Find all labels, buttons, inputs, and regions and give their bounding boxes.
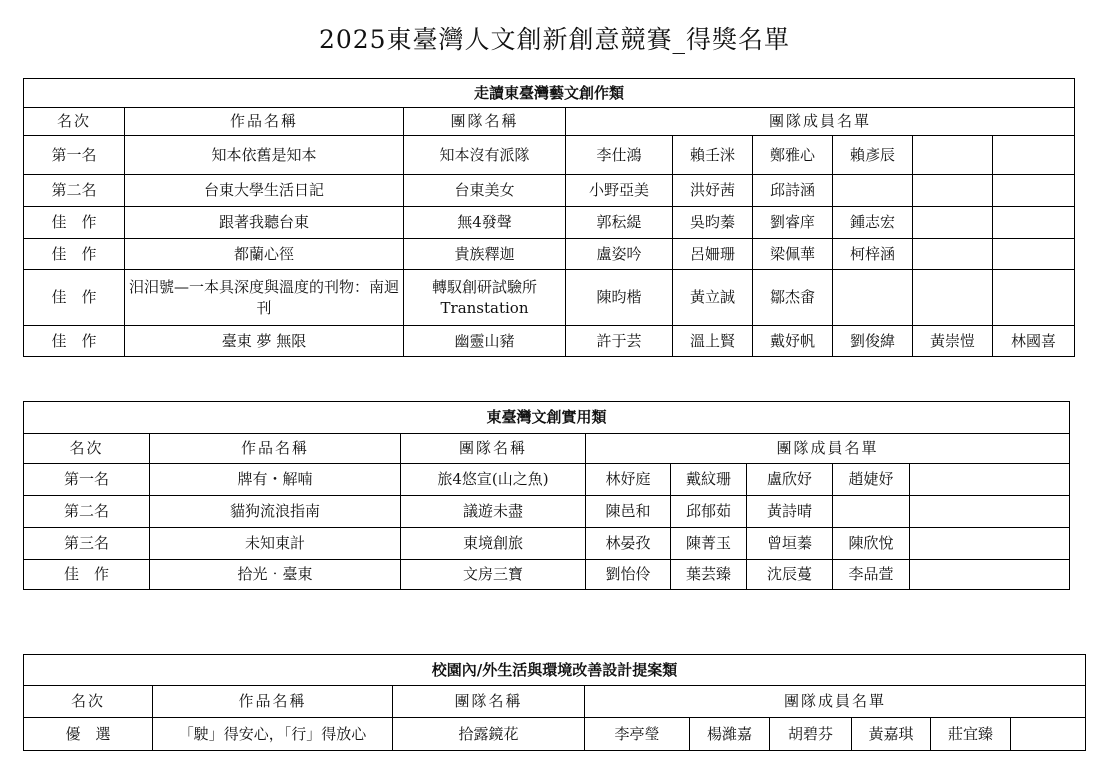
work-cell: 貓狗流浪指南 (150, 496, 401, 528)
rank-cell: 第三名 (24, 528, 150, 560)
member-cell: 葉芸臻 (671, 560, 747, 590)
member-cell (910, 560, 1070, 590)
header-members: 團隊成員名單 (585, 686, 1086, 718)
table-row (24, 175, 1075, 207)
member-cell (913, 239, 993, 270)
member-cell: 鄒杰畬 (753, 270, 833, 326)
header-members: 團隊成員名單 (586, 434, 1070, 464)
member-cell (910, 496, 1070, 528)
team-cell: 旅4悠宣(山之魚) (401, 464, 586, 496)
member-cell: 梁佩華 (753, 239, 833, 270)
member-cell: 曾垣蓁 (747, 528, 833, 560)
award-table-campus (23, 654, 1086, 751)
member-cell (910, 528, 1070, 560)
team-cell: 知本沒有派隊 (404, 136, 566, 175)
table-row (24, 326, 1075, 357)
section-caption: 校園內/外生活與環境改善設計提案類 (24, 655, 1086, 686)
section-caption: 走讀東臺灣藝文創作類 (24, 79, 1075, 108)
member-cell: 黃嘉琪 (852, 718, 931, 751)
member-cell: 盧欣妤 (747, 464, 833, 496)
member-cell: 邱郁茹 (671, 496, 747, 528)
member-cell: 李亭瑩 (585, 718, 690, 751)
rank-cell: 優 選 (24, 718, 153, 751)
header-row (24, 108, 1075, 136)
member-cell: 賴彥辰 (833, 136, 913, 175)
header-work: 作品名稱 (153, 686, 393, 718)
member-cell: 林妤庭 (586, 464, 671, 496)
member-cell: 陳昀楷 (566, 270, 673, 326)
member-cell (1011, 718, 1086, 751)
header-team: 團隊名稱 (404, 108, 566, 136)
work-cell: 都蘭心徑 (125, 239, 404, 270)
table-row (24, 270, 1075, 326)
member-cell (993, 270, 1075, 326)
member-cell: 沈辰蔓 (747, 560, 833, 590)
rank-cell: 佳 作 (24, 239, 125, 270)
table-caption-row (24, 79, 1075, 108)
member-cell: 胡碧芬 (770, 718, 852, 751)
member-cell (833, 496, 910, 528)
rank-cell: 佳 作 (24, 560, 150, 590)
team-cell: 無4發聲 (404, 207, 566, 239)
rank-cell: 第一名 (24, 464, 150, 496)
rank-cell: 佳 作 (24, 270, 125, 326)
work-cell: 汨汨號—一本具深度與溫度的刊物：南迴刊 (125, 270, 404, 326)
member-cell: 許于芸 (566, 326, 673, 357)
table-row (24, 718, 1086, 751)
member-cell (833, 270, 913, 326)
rank-cell: 佳 作 (24, 326, 125, 357)
member-cell: 戴妤帆 (753, 326, 833, 357)
member-cell: 林國喜 (993, 326, 1075, 357)
team-cell: 文房三寶 (401, 560, 586, 590)
team-cell: 拾露鏡花 (393, 718, 585, 751)
member-cell: 莊宜臻 (931, 718, 1011, 751)
member-cell: 溫上賢 (673, 326, 753, 357)
table-row (24, 560, 1070, 590)
member-cell (993, 136, 1075, 175)
table-caption-row (24, 402, 1070, 434)
member-cell (993, 239, 1075, 270)
work-cell: 知本依舊是知本 (125, 136, 404, 175)
member-cell: 李仕鴻 (566, 136, 673, 175)
table-row (24, 136, 1075, 175)
member-cell (833, 175, 913, 207)
member-cell: 柯梓涵 (833, 239, 913, 270)
table-body (24, 402, 1070, 590)
member-cell: 劉俊緯 (833, 326, 913, 357)
work-cell: 牌有・解喃 (150, 464, 401, 496)
member-cell: 黃詩晴 (747, 496, 833, 528)
team-cell: 轉馭創研試驗所Transtation (404, 270, 566, 326)
work-cell: 台東大學生活日記 (125, 175, 404, 207)
table-row (24, 528, 1070, 560)
member-cell: 趙婕妤 (833, 464, 910, 496)
rank-cell: 佳 作 (24, 207, 125, 239)
work-cell: 拾光‧臺東 (150, 560, 401, 590)
header-members: 團隊成員名單 (566, 108, 1075, 136)
member-cell (913, 175, 993, 207)
member-cell: 呂姍珊 (673, 239, 753, 270)
work-cell: 未知東計 (150, 528, 401, 560)
member-cell: 邱詩涵 (753, 175, 833, 207)
award-table-arts (23, 78, 1075, 357)
member-cell: 劉怡伶 (586, 560, 671, 590)
member-cell: 郭秐緹 (566, 207, 673, 239)
member-cell (913, 207, 993, 239)
section-caption: 東臺灣文創實用類 (24, 402, 1070, 434)
member-cell: 鄭雅心 (753, 136, 833, 175)
header-team: 團隊名稱 (401, 434, 586, 464)
member-cell: 吳昀蓁 (673, 207, 753, 239)
member-cell (913, 270, 993, 326)
header-work: 作品名稱 (150, 434, 401, 464)
table-body (24, 655, 1086, 751)
award-table-practical (23, 401, 1070, 590)
header-team: 團隊名稱 (393, 686, 585, 718)
header-rank: 名次 (24, 108, 125, 136)
member-cell (993, 207, 1075, 239)
team-cell: 貴族釋迦 (404, 239, 566, 270)
member-cell: 陳菁玉 (671, 528, 747, 560)
table-row (24, 496, 1070, 528)
table-caption-row (24, 655, 1086, 686)
table-row (24, 464, 1070, 496)
work-cell: 臺東 夢 無限 (125, 326, 404, 357)
header-rank: 名次 (24, 434, 150, 464)
header-row (24, 686, 1086, 718)
member-cell: 盧姿吟 (566, 239, 673, 270)
rank-cell: 第二名 (24, 496, 150, 528)
team-cell: 幽靈山豬 (404, 326, 566, 357)
work-cell: 跟著我聽台東 (125, 207, 404, 239)
member-cell (913, 136, 993, 175)
member-cell: 楊濰嘉 (690, 718, 770, 751)
page-title: 2025東臺灣人文創新創意競賽_得獎名單 (318, 25, 791, 54)
member-cell: 李品萱 (833, 560, 910, 590)
rank-cell: 第二名 (24, 175, 125, 207)
member-cell (993, 175, 1075, 207)
member-cell (910, 464, 1070, 496)
member-cell: 洪妤茜 (673, 175, 753, 207)
member-cell: 黃崇愷 (913, 326, 993, 357)
member-cell: 陳欣悅 (833, 528, 910, 560)
table-body (24, 79, 1075, 357)
member-cell: 林晏孜 (586, 528, 671, 560)
header-work: 作品名稱 (125, 108, 404, 136)
member-cell: 賴壬洣 (673, 136, 753, 175)
header-row (24, 434, 1070, 464)
member-cell: 劉睿庠 (753, 207, 833, 239)
table-row (24, 239, 1075, 270)
team-cell: 議遊未盡 (401, 496, 586, 528)
member-cell: 陳邑和 (586, 496, 671, 528)
member-cell: 小野亞美 (566, 175, 673, 207)
member-cell: 黃立誠 (673, 270, 753, 326)
member-cell: 鍾志宏 (833, 207, 913, 239)
rank-cell: 第一名 (24, 136, 125, 175)
team-cell: 東境創旅 (401, 528, 586, 560)
header-rank: 名次 (24, 686, 153, 718)
table-row (24, 207, 1075, 239)
member-cell: 戴紋珊 (671, 464, 747, 496)
work-cell: 「駛」得安心，「行」得放心 (153, 718, 393, 751)
team-cell: 台東美女 (404, 175, 566, 207)
